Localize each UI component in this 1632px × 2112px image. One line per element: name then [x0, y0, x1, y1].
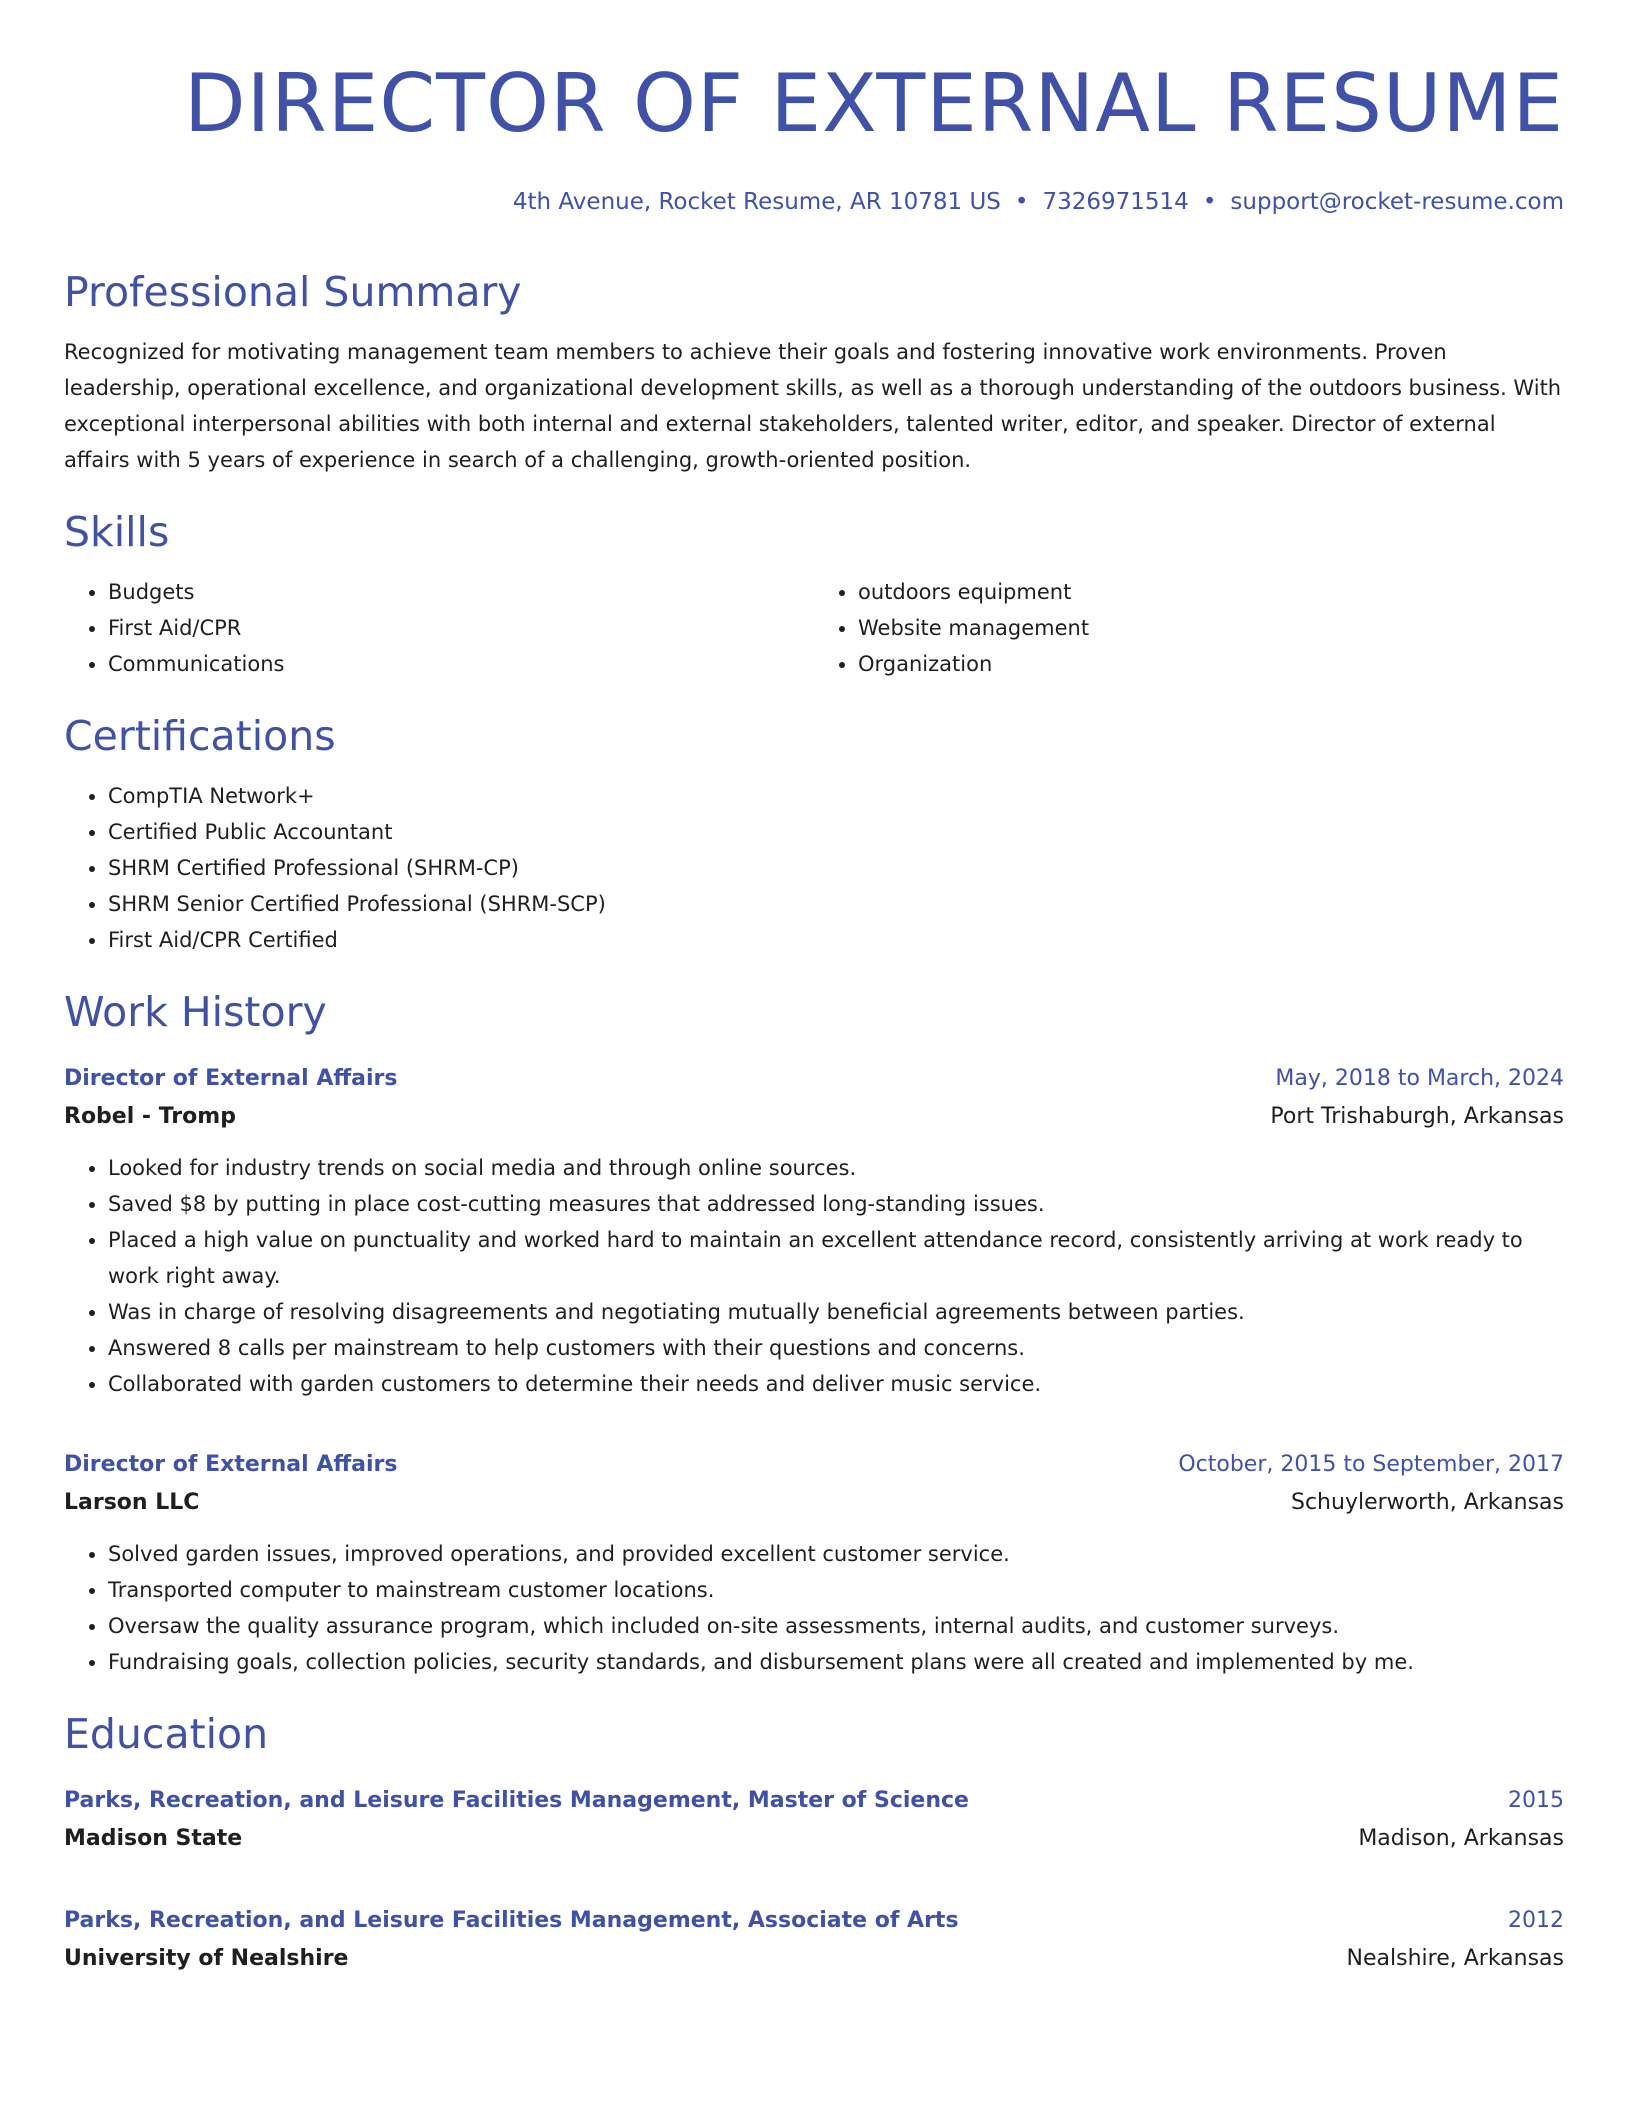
section-title-certifications: Certifications — [64, 712, 336, 760]
professional-summary-section — [64, 266, 1564, 478]
job-bullet: • Oversaw the quality assurance program, which included on-site assessments, internal audits, and customer surveys. — [108, 1608, 1564, 1644]
candidate-name: DIRECTOR OF EXTERNAL RESUME — [183, 57, 1564, 150]
job-bullet: • Transported computer to mainstream customer locations. — [108, 1572, 1564, 1608]
certification-item: • First Aid/CPR Certified — [108, 922, 1564, 958]
education-entry — [64, 1782, 1564, 1858]
job-bullet: • Was in charge of resolving disagreements and negotiating mutually beneficial agreements between parties. — [108, 1294, 1564, 1330]
job-company: Larson LLC — [64, 1490, 200, 1515]
contact-separator: • — [1202, 189, 1217, 215]
section-title-summary: Professional Summary — [64, 268, 522, 316]
contact-phone: 7326971514 — [1042, 189, 1189, 215]
certification-item: • Certified Public Accountant — [108, 814, 1564, 850]
education-school: University of Nealshire — [64, 1946, 349, 1971]
education-degree: Parks, Recreation, and Leisure Facilities Management, Master of Science — [64, 1788, 969, 1813]
work-history-section — [64, 986, 1564, 1680]
job-bullet: • Collaborated with garden customers to determine their needs and deliver music service. — [108, 1366, 1564, 1402]
education-location: Madison, Arkansas — [1358, 1826, 1564, 1851]
job-bullet: • Placed a high value on punctuality and worked hard to maintain an excellent attendance record, consistently arriving at work ready to work right away. — [108, 1222, 1564, 1294]
skills-section — [64, 506, 1564, 682]
contact-email[interactable]: support@rocket-resume.com — [1230, 189, 1564, 215]
certifications-section — [64, 710, 1564, 958]
skill-item: • Communications — [108, 646, 814, 682]
job-bullets — [64, 1536, 1564, 1680]
job-role: Director of External Affairs — [64, 1452, 398, 1477]
job-bullet: • Looked for industry trends on social media and through online sources. — [108, 1150, 1564, 1186]
contact-address: 4th Avenue, Rocket Resume, AR 10781 US — [512, 189, 1001, 215]
education-section — [64, 1708, 1564, 1978]
job-bullets — [64, 1150, 1564, 1402]
certification-item: • SHRM Certified Professional (SHRM-CP) — [108, 850, 1564, 886]
job-bullet: • Fundraising goals, collection policies, security standards, and disbursement plans were all created and implemented by me. — [108, 1644, 1564, 1680]
skill-item: • Organization — [858, 646, 1564, 682]
certifications-list — [64, 778, 1564, 958]
job-title-row — [64, 1446, 1564, 1484]
skills-grid — [64, 558, 1564, 682]
section-title-education: Education — [64, 1710, 269, 1758]
contact-separator: • — [1014, 189, 1029, 215]
section-title-work-history: Work History — [64, 988, 327, 1036]
education-year: 2012 — [1508, 1908, 1564, 1933]
job-bullet: • Solved garden issues, improved operations, and provided excellent customer service. — [108, 1536, 1564, 1572]
skill-item: • First Aid/CPR — [108, 610, 814, 646]
job-title-row — [64, 1060, 1564, 1098]
job-dates: May, 2018 to March, 2024 — [1275, 1066, 1564, 1091]
education-school: Madison State — [64, 1826, 243, 1851]
education-school-row — [64, 1940, 1564, 1978]
skill-item: • Website management — [858, 610, 1564, 646]
job-bullet: • Saved $8 by putting in place cost-cutting measures that addressed long-standing issues. — [108, 1186, 1564, 1222]
education-degree-row — [64, 1902, 1564, 1940]
contact-line — [64, 186, 1564, 218]
job-bullet: • Answered 8 calls per mainstream to help customers with their questions and concerns. — [108, 1330, 1564, 1366]
skills-list-right — [814, 574, 1564, 682]
resume-page — [64, 0, 1564, 1978]
skills-list-left — [64, 574, 814, 682]
job-dates: October, 2015 to September, 2017 — [1178, 1452, 1564, 1477]
job-entry — [64, 1060, 1564, 1402]
job-location: Port Trishaburgh, Arkansas — [1270, 1104, 1564, 1129]
job-entry — [64, 1446, 1564, 1680]
job-company: Robel - Tromp — [64, 1104, 236, 1129]
skill-item: • Budgets — [108, 574, 814, 610]
skill-item: • outdoors equipment — [858, 574, 1564, 610]
education-school-row — [64, 1820, 1564, 1858]
job-location: Schuylerworth, Arkansas — [1291, 1490, 1564, 1515]
education-entry — [64, 1902, 1564, 1978]
education-degree-row — [64, 1782, 1564, 1820]
summary-text: Recognized for motivating management team members to achieve their goals and fostering innovative work environments. Proven leadership, operational excellence, and organizational development skills, as well as a thorough understanding of the outdoors business. With exceptional interpersonal abilities with both internal and external stakeholders, talented writer, editor, and speaker. Director of external affairs with 5 years of experience in search of a challenging, growth-oriented position. — [64, 340, 1562, 472]
job-role: Director of External Affairs — [64, 1066, 398, 1091]
section-title-skills: Skills — [64, 508, 170, 556]
job-company-row — [64, 1484, 1564, 1522]
certification-item: • CompTIA Network+ — [108, 778, 1564, 814]
job-company-row — [64, 1098, 1564, 1136]
certification-item: • SHRM Senior Certified Professional (SHRM-SCP) — [108, 886, 1564, 922]
education-year: 2015 — [1508, 1788, 1564, 1813]
resume-header — [64, 52, 1564, 218]
education-location: Nealshire, Arkansas — [1346, 1946, 1564, 1971]
education-degree: Parks, Recreation, and Leisure Facilities Management, Associate of Arts — [64, 1908, 959, 1933]
